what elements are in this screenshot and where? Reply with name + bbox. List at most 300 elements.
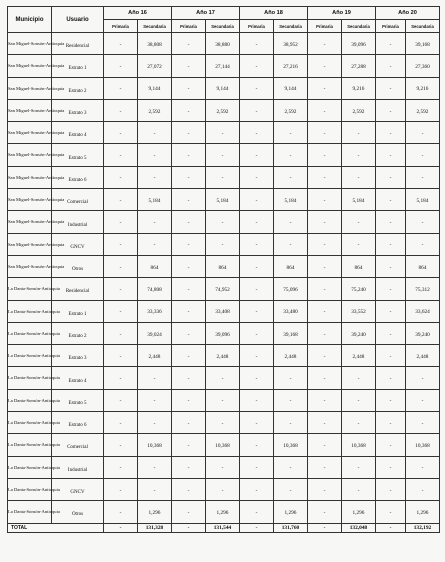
value-text: - — [187, 420, 190, 427]
value-text: - — [119, 286, 122, 293]
primaria-value-cell — [376, 122, 406, 144]
usuario-label: Otros — [71, 512, 84, 518]
value-text: 2,448 — [352, 353, 365, 360]
value-text: - — [153, 420, 156, 427]
value-text: - — [187, 509, 190, 516]
value-text: 9,144 — [216, 86, 229, 93]
municipio-cell: La Danta-Sonsón-Antioquia — [8, 345, 52, 367]
value-text: - — [289, 487, 292, 494]
usuario-label: Estrato 4 — [68, 133, 87, 139]
value-text: 38,880 — [215, 41, 230, 48]
value-text: 10,368 — [415, 442, 430, 449]
secundaria-value-cell — [342, 77, 376, 99]
primaria-value-cell — [376, 412, 406, 434]
value-text: 27,144 — [215, 63, 230, 70]
primaria-value-cell — [104, 456, 138, 478]
usuario-label: Residencial — [65, 289, 90, 295]
value-text: 10,368 — [215, 442, 230, 449]
primaria-value-cell — [172, 412, 206, 434]
table-row — [8, 55, 440, 77]
value-text: - — [323, 465, 326, 472]
primaria-value-cell — [104, 412, 138, 434]
secundaria-value-cell — [206, 255, 240, 277]
value-text: - — [323, 309, 326, 316]
value-text: - — [187, 353, 190, 360]
value-text: - — [153, 487, 156, 494]
value-text: - — [389, 220, 392, 227]
primaria-value-cell — [376, 456, 406, 478]
primaria-value-cell — [308, 211, 342, 233]
primaria-value-cell — [104, 55, 138, 77]
usuario-label: Estrato 6 — [68, 177, 87, 183]
value-text: - — [357, 376, 360, 383]
column-header-year-19: Año 19 — [308, 7, 376, 20]
secundaria-value-cell — [206, 501, 240, 523]
primaria-value-cell — [172, 144, 206, 166]
primaria-value-cell — [240, 99, 274, 121]
value-text: 39,168 — [283, 331, 298, 338]
primaria-value-cell — [376, 144, 406, 166]
usuario-label: Industrial — [67, 222, 88, 228]
value-text: - — [323, 175, 326, 182]
value-text: - — [221, 220, 224, 227]
usuario-label: Estrato 1 — [68, 66, 87, 72]
municipio-cell: La Danta-Sonsón-Antioquia — [8, 456, 52, 478]
total-value: - — [376, 523, 406, 532]
secundaria-value-cell — [406, 367, 440, 389]
primaria-value-cell — [104, 99, 138, 121]
secundaria-value-cell — [138, 211, 172, 233]
secundaria-value-cell — [406, 189, 440, 211]
primaria-value-cell — [104, 367, 138, 389]
value-text: - — [255, 465, 258, 472]
primaria-value-cell — [172, 456, 206, 478]
secundaria-value-cell — [138, 99, 172, 121]
value-text: - — [421, 398, 424, 405]
value-text: - — [357, 220, 360, 227]
municipio-cell: San Miguel-Sonsón-Antioquia — [8, 33, 52, 55]
table-row — [8, 189, 440, 211]
secundaria-value-cell — [274, 322, 308, 344]
secundaria-value-cell — [342, 501, 376, 523]
usuario-label: Residencial — [65, 44, 90, 50]
table-row — [8, 122, 440, 144]
table-header — [8, 7, 440, 33]
primaria-value-cell — [308, 478, 342, 500]
primaria-value-cell — [308, 99, 342, 121]
primaria-value-cell — [104, 278, 138, 300]
value-text: - — [389, 487, 392, 494]
value-text: 1,296 — [352, 509, 365, 516]
primaria-value-cell — [172, 389, 206, 411]
value-text: 10,368 — [283, 442, 298, 449]
secundaria-value-cell — [206, 412, 240, 434]
table-row — [8, 99, 440, 121]
primaria-value-cell — [172, 99, 206, 121]
table-row — [8, 33, 440, 55]
primaria-value-cell — [104, 434, 138, 456]
value-text: - — [187, 41, 190, 48]
primaria-value-cell — [104, 233, 138, 255]
secundaria-value-cell — [206, 99, 240, 121]
value-text: - — [153, 376, 156, 383]
primaria-value-cell — [308, 122, 342, 144]
secundaria-value-cell — [206, 300, 240, 322]
column-header-secundaria: Secundaria — [138, 20, 172, 33]
value-text: - — [323, 331, 326, 338]
primaria-value-cell — [172, 367, 206, 389]
secundaria-value-cell — [274, 189, 308, 211]
value-text: 5,184 — [352, 197, 365, 204]
value-text: - — [255, 309, 258, 316]
value-text: 39,024 — [147, 331, 162, 338]
secundaria-value-cell — [138, 300, 172, 322]
primaria-value-cell — [240, 122, 274, 144]
municipio-cell: San Miguel-Sonsón-Antioquia — [8, 166, 52, 188]
value-text: - — [119, 509, 122, 516]
value-text: - — [255, 264, 258, 271]
municipio-cell: San Miguel-Sonsón-Antioquia — [8, 144, 52, 166]
value-text: - — [421, 465, 424, 472]
secundaria-value-cell — [274, 233, 308, 255]
primaria-value-cell — [240, 434, 274, 456]
secundaria-value-cell — [274, 77, 308, 99]
table-row — [8, 77, 440, 99]
column-header-primaria: Primaria — [240, 20, 274, 33]
value-text: - — [323, 264, 326, 271]
secundaria-value-cell — [342, 300, 376, 322]
total-row — [8, 523, 440, 532]
value-text: - — [187, 331, 190, 338]
municipio-cell: La Danta-Sonsón-Antioquia — [8, 434, 52, 456]
secundaria-value-cell — [406, 478, 440, 500]
primaria-value-cell — [376, 189, 406, 211]
value-text: 33,480 — [283, 309, 298, 316]
value-text: 1,296 — [216, 509, 229, 516]
value-text: - — [421, 420, 424, 427]
value-text: - — [119, 309, 122, 316]
usuario-label: Estrato 2 — [68, 334, 87, 339]
primaria-value-cell — [240, 345, 274, 367]
secundaria-value-cell — [274, 166, 308, 188]
table-row — [8, 456, 440, 478]
primaria-value-cell — [172, 77, 206, 99]
value-text: - — [255, 242, 258, 249]
column-header-municipio: Municipio — [8, 7, 52, 33]
table-row — [8, 412, 440, 434]
value-text: - — [153, 220, 156, 227]
primaria-value-cell — [376, 211, 406, 233]
secundaria-value-cell — [138, 55, 172, 77]
value-text: - — [389, 509, 392, 516]
primaria-value-cell — [172, 189, 206, 211]
value-text: - — [221, 376, 224, 383]
primaria-value-cell — [240, 322, 274, 344]
value-text: - — [187, 242, 190, 249]
value-text: - — [187, 130, 190, 137]
value-text: - — [221, 175, 224, 182]
total-value: 132,048 — [342, 523, 376, 532]
primaria-value-cell — [172, 122, 206, 144]
value-text: 2,448 — [416, 353, 429, 360]
value-text: 27,072 — [147, 63, 162, 70]
secundaria-value-cell — [406, 501, 440, 523]
value-text: - — [389, 376, 392, 383]
secundaria-value-cell — [406, 233, 440, 255]
secundaria-value-cell — [274, 389, 308, 411]
secundaria-value-cell — [138, 189, 172, 211]
value-text: - — [153, 465, 156, 472]
value-text: - — [119, 376, 122, 383]
usuario-label: Comercial — [67, 200, 88, 206]
primaria-value-cell — [308, 33, 342, 55]
primaria-value-cell — [308, 322, 342, 344]
secundaria-value-cell — [342, 278, 376, 300]
value-text: - — [421, 130, 424, 137]
value-text: - — [255, 353, 258, 360]
value-text: 33,408 — [215, 309, 230, 316]
value-text: - — [119, 264, 122, 271]
secundaria-value-cell — [274, 99, 308, 121]
value-text: - — [357, 487, 360, 494]
value-text: - — [389, 41, 392, 48]
primaria-value-cell — [104, 478, 138, 500]
table-row — [8, 501, 440, 523]
value-text: - — [221, 242, 224, 249]
primaria-value-cell — [104, 122, 138, 144]
primaria-value-cell — [172, 322, 206, 344]
primaria-value-cell — [308, 434, 342, 456]
table-row — [8, 211, 440, 233]
value-text: - — [323, 220, 326, 227]
primaria-value-cell — [376, 434, 406, 456]
value-text: - — [187, 63, 190, 70]
primaria-value-cell — [376, 99, 406, 121]
secundaria-value-cell — [138, 456, 172, 478]
primaria-value-cell — [308, 166, 342, 188]
value-text: - — [357, 175, 360, 182]
value-text: - — [289, 420, 292, 427]
value-text: - — [187, 286, 190, 293]
secundaria-value-cell — [274, 144, 308, 166]
value-text: - — [357, 465, 360, 472]
value-text: - — [389, 153, 392, 160]
value-text: - — [389, 130, 392, 137]
secundaria-value-cell — [206, 434, 240, 456]
value-text: 864 — [418, 264, 427, 271]
secundaria-value-cell — [342, 33, 376, 55]
column-header-primaria: Primaria — [172, 20, 206, 33]
value-text: - — [323, 487, 326, 494]
primaria-value-cell — [308, 345, 342, 367]
value-text: - — [187, 264, 190, 271]
value-text: 864 — [218, 264, 227, 271]
table-row — [8, 233, 440, 255]
primaria-value-cell — [104, 501, 138, 523]
secundaria-value-cell — [342, 99, 376, 121]
value-text: - — [289, 153, 292, 160]
primaria-value-cell — [376, 77, 406, 99]
primaria-value-cell — [308, 255, 342, 277]
usuario-label: Estrato 6 — [68, 423, 87, 429]
primaria-value-cell — [376, 55, 406, 77]
value-text: - — [221, 465, 224, 472]
value-text: - — [421, 487, 424, 494]
value-text: 74,808 — [147, 286, 162, 293]
value-text: - — [187, 309, 190, 316]
secundaria-value-cell — [342, 122, 376, 144]
value-text: - — [221, 153, 224, 160]
total-value: 131,328 — [138, 523, 172, 532]
value-text: - — [187, 86, 190, 93]
column-header-secundaria: Secundaria — [406, 20, 440, 33]
value-text: - — [187, 398, 190, 405]
secundaria-value-cell — [206, 233, 240, 255]
value-text: - — [119, 487, 122, 494]
table-body — [8, 33, 440, 524]
secundaria-value-cell — [206, 166, 240, 188]
primaria-value-cell — [376, 278, 406, 300]
primaria-value-cell — [240, 389, 274, 411]
value-text: - — [255, 108, 258, 115]
secundaria-value-cell — [406, 33, 440, 55]
primaria-value-cell — [240, 255, 274, 277]
value-text: - — [187, 376, 190, 383]
value-text: - — [187, 465, 190, 472]
value-text: 74,952 — [215, 286, 230, 293]
primaria-value-cell — [308, 501, 342, 523]
primaria-value-cell — [172, 345, 206, 367]
secundaria-value-cell — [138, 345, 172, 367]
value-text: - — [421, 153, 424, 160]
secundaria-value-cell — [206, 478, 240, 500]
usuario-label: GNCV — [70, 490, 85, 496]
value-text: 1,296 — [148, 509, 161, 516]
value-text: - — [289, 242, 292, 249]
value-text: - — [255, 220, 258, 227]
primaria-value-cell — [376, 255, 406, 277]
value-text: - — [323, 153, 326, 160]
primaria-value-cell — [308, 233, 342, 255]
value-text: - — [187, 220, 190, 227]
value-text: - — [389, 242, 392, 249]
primaria-value-cell — [240, 412, 274, 434]
primaria-value-cell — [308, 389, 342, 411]
secundaria-value-cell — [206, 144, 240, 166]
value-text: 5,184 — [416, 197, 429, 204]
value-text: 33,336 — [147, 309, 162, 316]
value-text: 2,448 — [284, 353, 297, 360]
value-text: - — [357, 242, 360, 249]
secundaria-value-cell — [274, 122, 308, 144]
primaria-value-cell — [172, 255, 206, 277]
secundaria-value-cell — [138, 77, 172, 99]
secundaria-value-cell — [138, 434, 172, 456]
value-text: - — [119, 465, 122, 472]
municipio-cell: La Danta-Sonsón-Antioquia — [8, 322, 52, 344]
value-text: - — [255, 175, 258, 182]
column-header-year-18: Año 18 — [240, 7, 308, 20]
primaria-value-cell — [172, 278, 206, 300]
value-text: - — [153, 153, 156, 160]
value-text: - — [255, 86, 258, 93]
municipio-cell: San Miguel-Sonsón-Antioquia — [8, 233, 52, 255]
secundaria-value-cell — [406, 122, 440, 144]
primaria-value-cell — [376, 389, 406, 411]
secundaria-value-cell — [138, 33, 172, 55]
value-text: 39,096 — [215, 331, 230, 338]
secundaria-value-cell — [274, 412, 308, 434]
secundaria-value-cell — [274, 434, 308, 456]
value-text: - — [389, 197, 392, 204]
primaria-value-cell — [240, 166, 274, 188]
value-text: - — [221, 487, 224, 494]
value-text: - — [289, 398, 292, 405]
primaria-value-cell — [308, 456, 342, 478]
value-text: - — [389, 420, 392, 427]
value-text: - — [389, 175, 392, 182]
primaria-value-cell — [376, 345, 406, 367]
secundaria-value-cell — [138, 166, 172, 188]
total-value: 131,544 — [206, 523, 240, 532]
value-text: 10,368 — [147, 442, 162, 449]
secundaria-value-cell — [274, 456, 308, 478]
usuario-label: Otros — [71, 267, 84, 273]
value-text: - — [421, 376, 424, 383]
value-text: - — [255, 331, 258, 338]
value-text: 39,096 — [351, 41, 366, 48]
table-row — [8, 278, 440, 300]
secundaria-value-cell — [274, 501, 308, 523]
value-text: - — [119, 420, 122, 427]
value-text: - — [389, 264, 392, 271]
table-row — [8, 255, 440, 277]
primaria-value-cell — [376, 233, 406, 255]
primaria-value-cell — [240, 278, 274, 300]
secundaria-value-cell — [206, 456, 240, 478]
value-text: 33,552 — [351, 309, 366, 316]
primaria-value-cell — [376, 300, 406, 322]
primaria-value-cell — [104, 389, 138, 411]
column-header-usuario: Usuario — [52, 7, 104, 33]
value-text: 2,448 — [148, 353, 161, 360]
secundaria-value-cell — [138, 278, 172, 300]
table-row — [8, 300, 440, 322]
primaria-value-cell — [240, 144, 274, 166]
value-text: - — [255, 420, 258, 427]
value-text: 2,592 — [148, 108, 161, 115]
secundaria-value-cell — [206, 322, 240, 344]
value-text: - — [323, 509, 326, 516]
value-text: 864 — [150, 264, 159, 271]
primaria-value-cell — [172, 233, 206, 255]
value-text: 38,808 — [147, 41, 162, 48]
primaria-value-cell — [104, 255, 138, 277]
secundaria-value-cell — [274, 255, 308, 277]
value-text: - — [119, 331, 122, 338]
primaria-value-cell — [240, 478, 274, 500]
value-text: 5,184 — [216, 197, 229, 204]
primaria-value-cell — [308, 55, 342, 77]
value-text: - — [323, 286, 326, 293]
secundaria-value-cell — [206, 211, 240, 233]
primaria-value-cell — [376, 367, 406, 389]
value-text: 864 — [354, 264, 363, 271]
primaria-value-cell — [172, 211, 206, 233]
table-footer — [8, 523, 440, 532]
secundaria-value-cell — [206, 122, 240, 144]
usuario-label: GNCV — [70, 244, 85, 250]
